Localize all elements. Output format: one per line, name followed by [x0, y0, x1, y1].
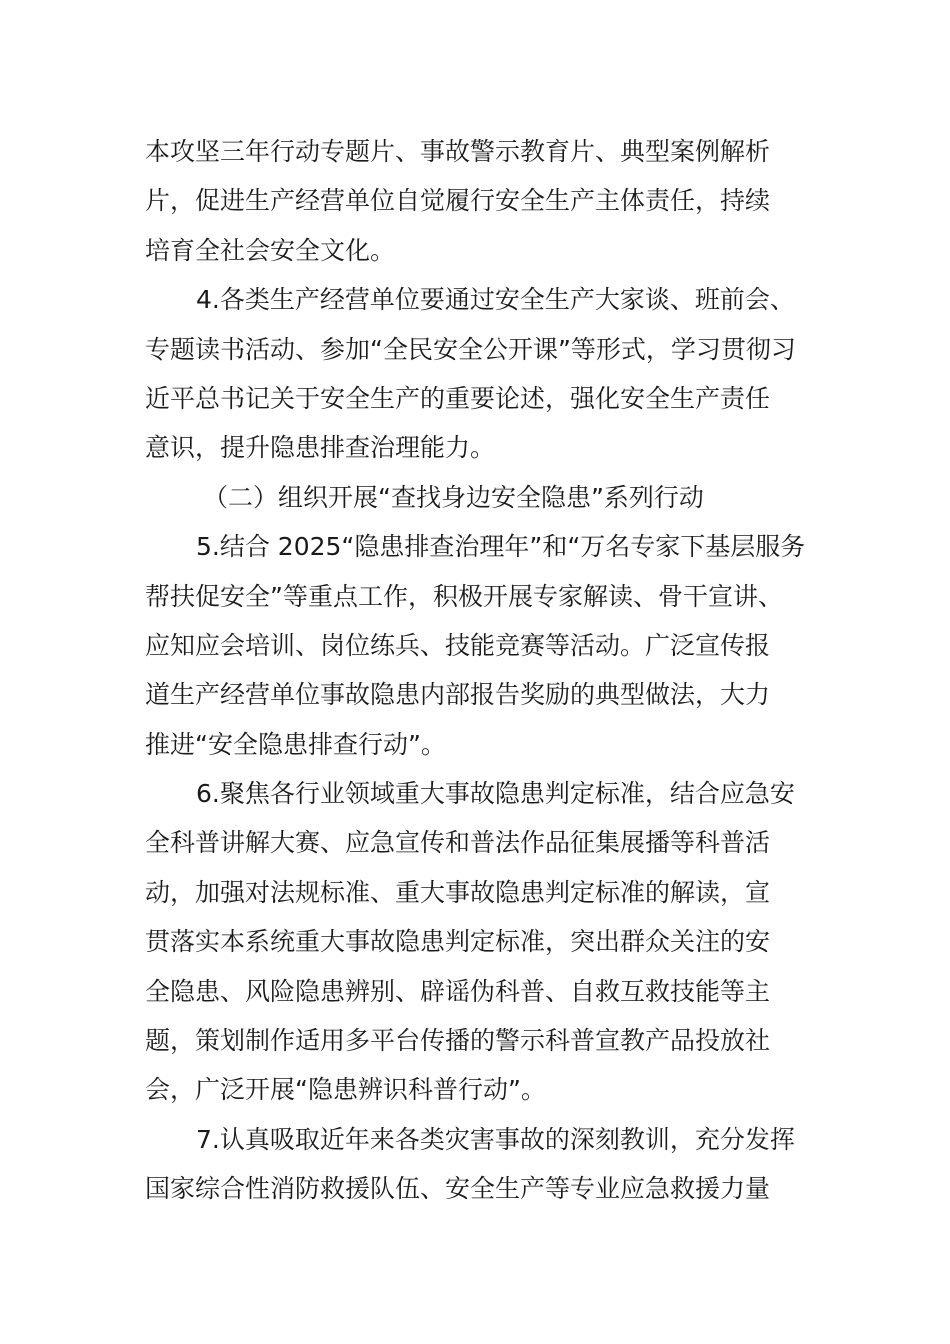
paragraph-start-item-7: 7.认真吸取近年来各类灾害事故的深刻教训，充分发挥 — [196, 1124, 795, 1154]
text-line: 帮扶促安全”等重点工作，积极开展专家解读、骨干宣讲、 — [145, 581, 783, 611]
text-line: 培育全社会安全文化。 — [145, 235, 396, 265]
text-line: 题，策划制作适用多平台传播的警示科普宣教产品投放社 — [145, 1026, 771, 1056]
text-line: 推进“安全隐患排查行动”。 — [145, 729, 446, 759]
text-line: 专题读书活动、参加“全民安全公开课”等形式，学习贯彻习 — [145, 334, 796, 364]
paragraph-start-item-4: 4.各类生产经营单位要通过安全生产大家谈、班前会、 — [196, 285, 795, 315]
text-line: 道生产经营单位事故隐患内部报告奖励的典型做法，大力 — [145, 680, 771, 710]
text-line: 全隐患、风险隐患辨别、辟谣伪科普、自救互救技能等主 — [145, 976, 771, 1006]
text-line: 动，加强对法规标准、重大事故隐患判定标准的解读，宣 — [145, 877, 771, 907]
text-line: 意识，提升隐患排查治理能力。 — [145, 433, 496, 463]
text-line: 应知应会培训、岗位练兵、技能竞赛等活动。广泛宣传报 — [145, 630, 771, 660]
paragraph-start-item-5: 5.结合 2025“隐患排查治理年”和“万名专家下基层服务 — [196, 532, 806, 562]
text-line: 国家综合性消防救援队伍、安全生产等专业应急救援力量 — [145, 1174, 771, 1204]
document-page — [145, 127, 809, 1214]
text-line: 本攻坚三年行动专题片、事故警示教育片、典型案例解析 — [145, 137, 771, 166]
paragraph-start-item-6: 6.聚焦各行业领域重大事故隐患判定标准，结合应急安 — [196, 779, 795, 809]
text-line: 贯落实本系统重大事故隐患判定标准，突出群众关注的安 — [145, 927, 771, 957]
text-line: 近平总书记关于安全生产的重要论述，强化安全生产责任 — [145, 383, 771, 413]
text-line: 全科普讲解大赛、应急宣传和普法作品征集展播等科普活 — [145, 828, 771, 858]
section-heading: （二）组织开展“查找身边安全隐患”系列行动 — [203, 482, 704, 512]
text-line: 片，促进生产经营单位自觉履行安全生产主体责任，持续 — [145, 186, 771, 216]
text-line: 会，广泛开展“隐患辨识科普行动”。 — [145, 1075, 546, 1105]
